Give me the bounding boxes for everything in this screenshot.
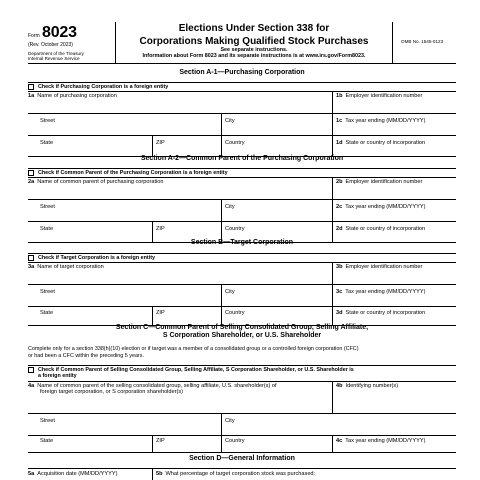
divider (332, 136, 333, 157)
c-foreign-label (38, 367, 354, 379)
divider (332, 263, 333, 285)
c-street-field[interactable]: Street (40, 418, 55, 424)
line-1d-num: 1d (336, 140, 343, 146)
department-name: Department of the Treasury (28, 51, 84, 56)
line-4a-label-line1: Name of common parent of the selling consolidated group, selling affiliate, U.S. shareholder(s) of (37, 383, 277, 389)
divider (221, 285, 222, 307)
divider (152, 136, 153, 157)
c-state-field[interactable]: State (40, 438, 54, 444)
line-1a[interactable] (28, 93, 117, 99)
a1-city-field[interactable]: City (225, 118, 235, 124)
b-state-field[interactable]: State (40, 310, 54, 316)
a2-zip-field[interactable]: ZIP (156, 226, 165, 232)
section-a1-foreign-row (28, 82, 456, 91)
a1-zip-field[interactable]: ZIP (156, 140, 165, 146)
a2-country-field[interactable]: Country (225, 226, 245, 232)
line-2a-label: Name of common parent of purchasing corporation (37, 179, 164, 185)
section-b-foreign-row (28, 253, 456, 262)
see-instructions: See separate instructions. (220, 47, 288, 53)
line-2a-num: 2a (28, 179, 35, 185)
form-number: 8023 (42, 24, 77, 41)
section-c-heading-line2: S Corporation Shareholder, or U.S. Shareholder (162, 332, 322, 340)
b-street-row (28, 284, 456, 306)
c-street-row (28, 413, 456, 435)
line-2b-label: Employer identification number (345, 179, 423, 185)
line-1b-num: 1b (336, 93, 343, 99)
c-foreign-label-line1: Check if Common Parent of Selling Consolidated Group, Selling Affiliate, S Corporation Shareholder, or U.S. Shareholder is (38, 367, 354, 373)
a1-country-field[interactable]: Country (225, 140, 245, 146)
line-4a[interactable] (28, 383, 277, 396)
line-1d-label: State or country of incorporation (345, 140, 426, 146)
section-b-heading: Section B—Target Corporation (190, 239, 294, 246)
a1-foreign-label: Check if Purchasing Corporation is a foreign entity (38, 84, 169, 90)
line-2b[interactable] (336, 179, 422, 185)
form-title-line2: Corporations Making Qualified Stock Purchases (139, 35, 369, 47)
b-state-row (28, 306, 456, 326)
line-4c[interactable] (336, 438, 425, 444)
line-1c-label: Tax year ending (MM/DD/YYYY) (345, 118, 426, 124)
divider (332, 436, 333, 453)
line-2c-label: Tax year ending (MM/DD/YYYY) (345, 204, 426, 210)
line-1a-num: 1a (28, 93, 35, 99)
form-title-line1: Elections Under Section 338 for (178, 23, 330, 34)
line-1a-row (28, 91, 456, 113)
b-zip-field[interactable]: ZIP (156, 310, 165, 316)
line-2d-label: State or country of incorporation (345, 226, 426, 232)
line-4b[interactable] (336, 383, 398, 389)
c-city-field[interactable]: City (225, 418, 235, 424)
c-country-field[interactable]: Country (225, 438, 245, 444)
b-foreign-label: Check if Target Corporation is a foreign entity (38, 255, 156, 261)
c-foreign-label-line2: a foreign entity (38, 373, 77, 379)
divider (332, 200, 333, 222)
a1-street-field[interactable]: Street (40, 118, 55, 124)
a1-street-row (28, 113, 456, 135)
divider (221, 200, 222, 222)
a2-street-row (28, 199, 456, 221)
revision-date: (Rev. October 2023) (28, 42, 73, 48)
line-5a[interactable] (28, 471, 117, 477)
section-c-note-line1: Complete only for a section 338(h)(10) election or if target was a member of a consolidated group or a controlled foreign corporation (CFC) (28, 346, 359, 352)
line-4a-num: 4a (28, 383, 35, 389)
line-1c-num: 1c (336, 118, 343, 124)
line-1c[interactable] (336, 118, 425, 124)
b-foreign-checkbox[interactable] (28, 255, 34, 261)
line-1d[interactable] (336, 140, 425, 146)
line-4a-label-line2: foreign target corporation, or S corporation shareholder(s) (40, 389, 184, 396)
line-2c[interactable] (336, 204, 425, 210)
form-id-block (28, 22, 116, 64)
section-c-note (28, 346, 456, 359)
line-3c-num: 3c (336, 289, 343, 295)
line-2b-num: 2b (336, 179, 343, 185)
divider (332, 285, 333, 307)
form-word: Form (28, 33, 40, 39)
section-a2-foreign-row (28, 168, 456, 177)
line-3a-row (28, 262, 456, 284)
a1-state-row (28, 135, 456, 157)
b-country-field[interactable]: Country (225, 310, 245, 316)
divider (221, 436, 222, 453)
divider (152, 436, 153, 453)
line-2d[interactable] (336, 226, 425, 232)
info-line: Information about Form 8023 and its separate instructions is at www.irs.gov/Form8023. (142, 53, 366, 60)
section-c-note-line2: or had been a CFC within the preceding 5 years. (28, 352, 144, 359)
line-5b-label: What percentage of target corporation stock was purchased: (165, 471, 316, 477)
divider (332, 178, 333, 200)
line-2d-num: 2d (336, 226, 343, 232)
line-5a-label: Acquisition date (MM/DD/YYYY) (37, 471, 118, 477)
a2-street-field[interactable]: Street (40, 204, 55, 210)
line-4b-num: 4b (336, 383, 343, 389)
line-3a[interactable] (28, 264, 104, 270)
a2-foreign-checkbox[interactable] (28, 170, 34, 176)
line-3d[interactable] (336, 310, 425, 316)
line-5a-num: 5a (28, 471, 35, 477)
line-4c-num: 4c (336, 438, 343, 444)
omb-number: OMB No. 1545-0123 (401, 39, 444, 44)
line-3b[interactable] (336, 264, 422, 270)
line-1b[interactable] (336, 93, 422, 99)
b-street-field[interactable]: Street (40, 289, 55, 295)
line-3a-label: Name of target corporation (37, 264, 104, 270)
a2-state-field[interactable]: State (40, 226, 54, 232)
section-c-heading-line1: Section C—Common Parent of Selling Consolidated Group, Selling Affiliate, (115, 324, 369, 331)
form-title-block (116, 22, 392, 64)
section-c-foreign-row (28, 365, 456, 380)
line-3b-num: 3b (336, 264, 343, 270)
line-4a-row (28, 381, 456, 413)
divider (152, 469, 153, 480)
irs-name: Internal Revenue Service (28, 56, 80, 62)
section-d-heading: Section D—General Information (189, 455, 295, 462)
divider (332, 114, 333, 136)
line-2c-num: 2c (336, 204, 343, 210)
divider (221, 414, 222, 436)
line-2a[interactable] (28, 179, 163, 185)
line-5b-num: 5b (156, 471, 163, 477)
b-city-field[interactable]: City (225, 289, 235, 295)
c-foreign-checkbox[interactable] (28, 367, 34, 373)
line-2a-row (28, 177, 456, 199)
line-3a-num: 3a (28, 264, 35, 270)
line-3c[interactable] (336, 289, 425, 295)
line-4c-label: Tax year ending (MM/DD/YYYY) (345, 438, 426, 444)
divider (332, 92, 333, 114)
department-block (28, 51, 84, 62)
line-3d-label: State or country of incorporation (345, 310, 426, 316)
section-c-heading (28, 324, 456, 341)
line-4b-label: Identifying number(s) (345, 383, 399, 389)
a1-state-field[interactable]: State (40, 140, 54, 146)
divider (221, 136, 222, 157)
section-a1-heading: Section A-1—Purchasing Corporation (179, 69, 305, 76)
omb-block (392, 22, 456, 64)
divider (221, 114, 222, 136)
line-5b[interactable] (156, 471, 315, 477)
line-1a-label: Name of purchasing corporation (37, 93, 117, 99)
line-3d-num: 3d (336, 310, 343, 316)
divider (332, 382, 333, 414)
line-5-row (28, 468, 456, 480)
a2-city-field[interactable]: City (225, 204, 235, 210)
line-3c-label: Tax year ending (MM/DD/YYYY) (345, 289, 426, 295)
a1-foreign-checkbox[interactable] (28, 84, 34, 90)
c-zip-field[interactable]: ZIP (156, 438, 165, 444)
a2-foreign-label: Check if Common Parent of the Purchasing Corporation is a foreign entity (38, 170, 228, 176)
c-state-row (28, 435, 456, 453)
form-header (28, 22, 456, 64)
line-3b-label: Employer identification number (345, 264, 423, 270)
section-a2-heading: Section A-2—Common Parent of the Purchasing Corporation (140, 155, 344, 162)
line-1b-label: Employer identification number (345, 93, 423, 99)
